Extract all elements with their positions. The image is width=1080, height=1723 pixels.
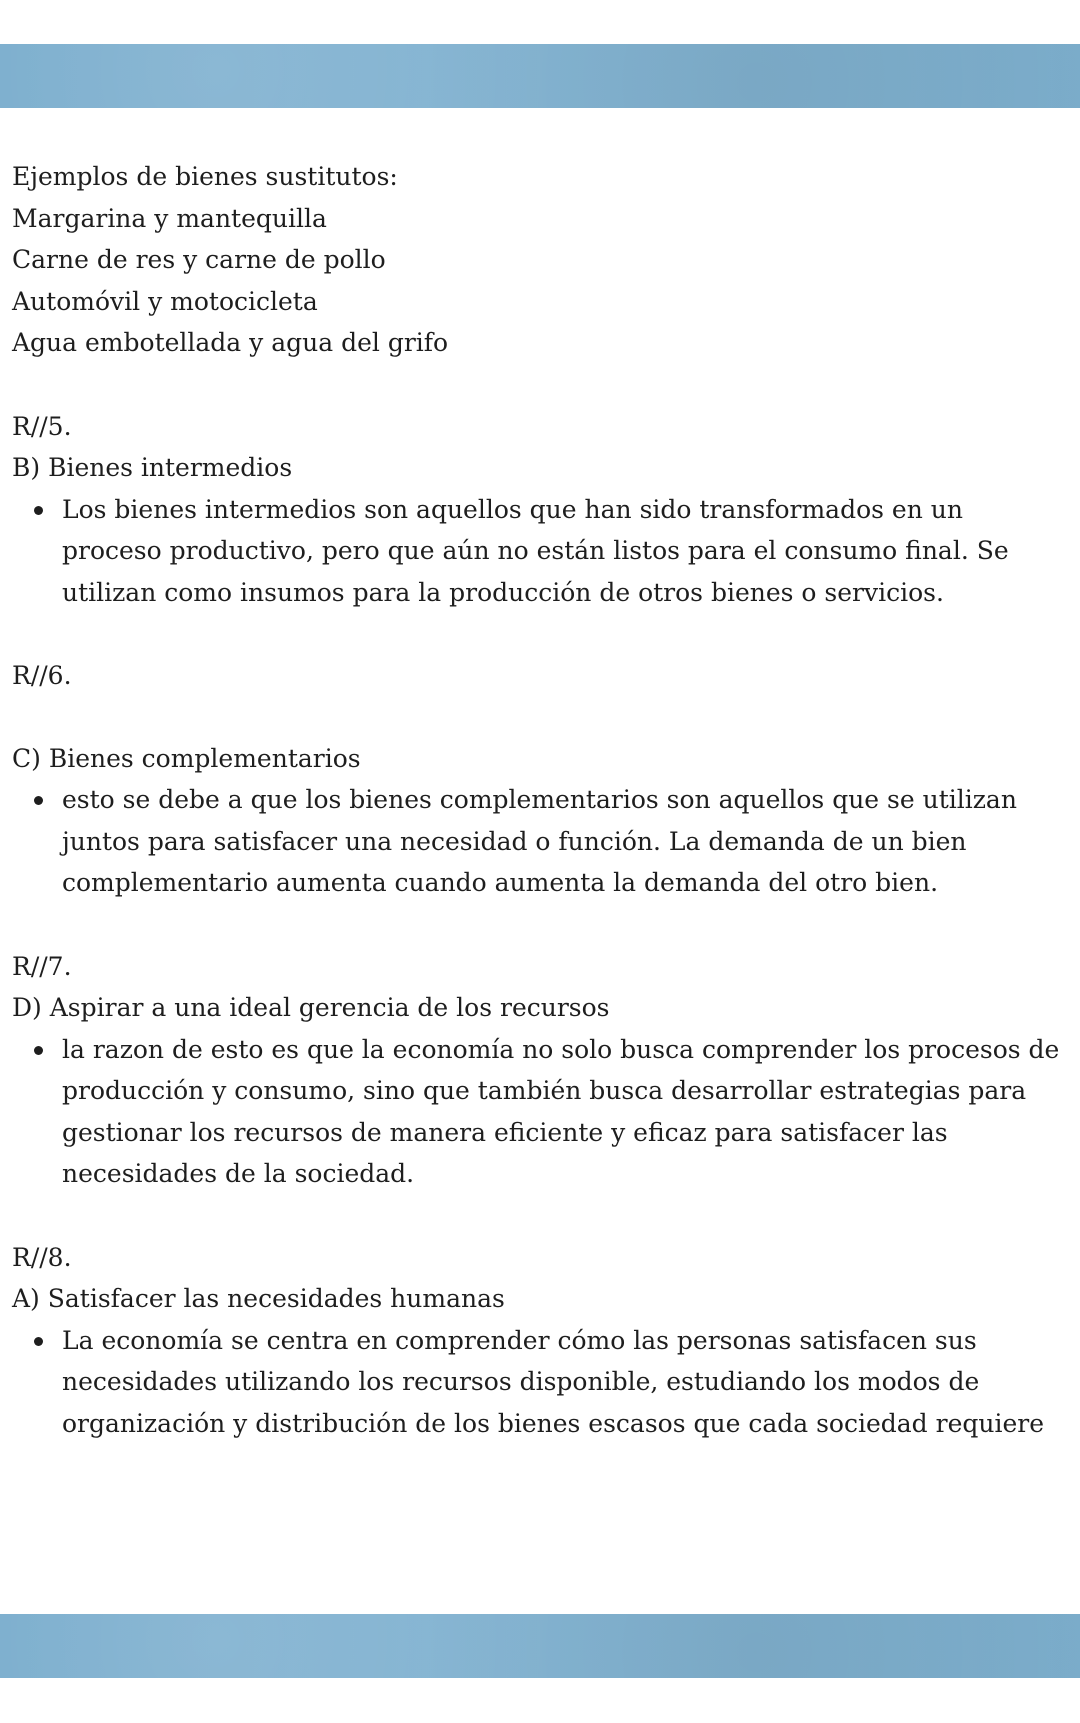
list-item (62, 489, 1062, 614)
top-decorative-band (0, 44, 1080, 108)
bullet-icon (34, 1046, 43, 1055)
substitutes-section (12, 156, 1062, 364)
answer-explanation: la razon de esto es que la economía no solo busca comprender los procesos de producción y consumo, sino que también busca desarrollar estrategias para gestionar los recursos de manera eficiente y eficaz para satisfacer las necesidades de la sociedad. (62, 1034, 1060, 1188)
list-item (62, 779, 1062, 904)
answer-option: C) Bienes complementarios (12, 743, 361, 773)
substitute-example: Margarina y mantequilla (12, 203, 327, 233)
list-item (62, 1029, 1062, 1195)
answer-explanation-list (12, 1029, 1062, 1195)
answer-explanation: Los bienes intermedios son aquellos que han sido transformados en un proceso productivo, pero que aún no están listos para el consumo final. Se utilizan como insumos para la producción de otros bienes o servicios. (62, 494, 1009, 607)
bottom-decorative-band (0, 1614, 1080, 1678)
list-item (62, 1320, 1062, 1445)
answer-explanation-list (12, 489, 1062, 614)
answer-option: B) Bienes intermedios (12, 453, 293, 482)
answer-option: A) Satisfacer las necesidades humanas (12, 1284, 505, 1313)
substitutes-heading: Ejemplos de bienes sustitutos: (12, 162, 398, 191)
answer-explanation: esto se debe a que los bienes complementarios son aquellos que se utilizan juntos para satisfacer una necesidad o función. La demanda de un bien complementario aumenta cuando aumenta la demanda del otro bien. (62, 785, 1017, 897)
answer-label: R//5. (12, 411, 72, 441)
substitute-example: Carne de res y carne de pollo (12, 245, 386, 274)
bullet-icon (34, 506, 43, 515)
substitute-example: Agua embotellada y agua del grifo (12, 328, 449, 357)
answer-label: R//7. (12, 951, 72, 981)
answer-5 (12, 406, 1062, 614)
document-body (12, 156, 1062, 1444)
answer-6 (12, 655, 1062, 904)
bullet-icon (34, 1337, 43, 1346)
answer-7 (12, 946, 1062, 1195)
answer-explanation: La economía se centra en comprender cómo las personas satisfacen sus necesidades utilizando los recursos disponible, estudiando los modos de organización y distribución de los bienes escasos que cada sociedad requiere (62, 1325, 1045, 1438)
bullet-icon (34, 796, 43, 805)
answer-option: D) Aspirar a una ideal gerencia de los recursos (12, 993, 610, 1022)
answer-label: R//8. (12, 1242, 72, 1272)
answer-explanation-list (12, 1320, 1062, 1445)
answer-label: R//6. (12, 661, 72, 690)
answer-explanation-list (12, 779, 1062, 904)
answer-8 (12, 1237, 1062, 1445)
substitute-example: Automóvil y motocicleta (12, 286, 318, 316)
